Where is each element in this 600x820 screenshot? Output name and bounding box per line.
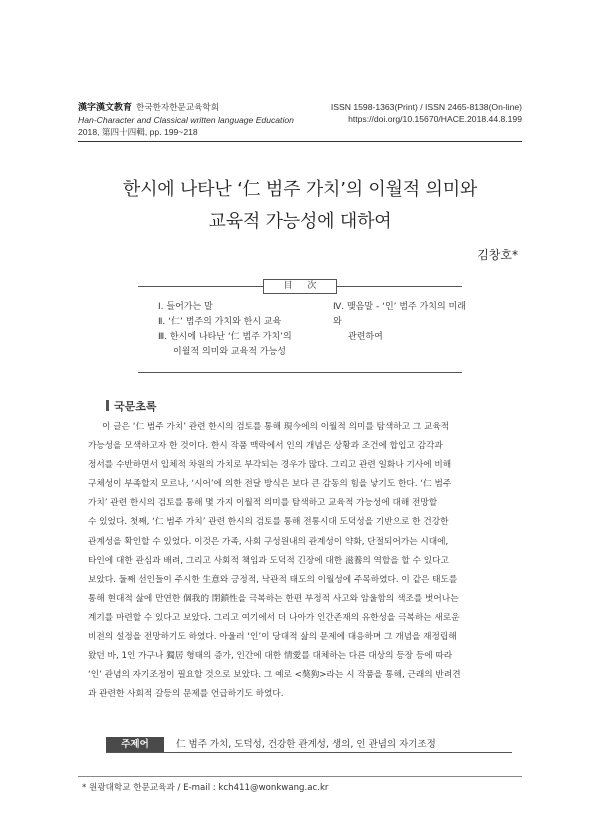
abstract-line: 수 있었다. 첫째, ‘仁 범주 가치’ 관련 한시의 검토를 통해 전통시대 도덕성을 기반으로 한 건강한 (88, 517, 449, 528)
title-line-1: 한시에 나타난 ‘仁 범주 가치’의 이월적 의미와 (122, 179, 478, 200)
keywords-text: 仁 범주 가치, 도덕성, 건강한 관계성, 생의, 인 관념의 자기조정 (176, 739, 436, 750)
paper-title (78, 174, 522, 238)
abstract-line: 가능성을 모색하고자 한 것이다. 한시 작품 맥락에서 인의 개념은 상황과 조건에 합입고 감각과 (88, 441, 443, 452)
keywords-label: 주제어 (106, 737, 164, 752)
toc-item: Ⅳ. 맺음말 - ‘인’ 범주 가치의 미래와 관련하여 (333, 302, 466, 342)
toc-right-column (333, 300, 473, 345)
author-footnote: * 원광대학교 한문교육과 / E-mail : kch411@wonkwang.ac.kr (82, 783, 329, 793)
abstract-body (88, 418, 512, 704)
heading-bar-icon (106, 400, 109, 411)
toc-left-column (158, 300, 318, 360)
header-rule (78, 141, 522, 142)
abstract-heading: 국문초록 (106, 398, 157, 414)
toc-heading: 目 次 (263, 279, 337, 294)
abstract-line: 구체성이 부족할지 모르나, ‘시어’에 의한 전달 방식은 보다 큰 감동의 힘을 낳기도 한다. ‘仁 범주 (88, 479, 452, 490)
toc-item: Ⅱ. ‘仁’ 범주의 가치와 한시 교육 (158, 317, 282, 327)
abstract-line: 가치’ 관련 한시의 검토를 통해 몇 가지 이월적 의미를 탐색하고 교육적 가능성에 대해 전망할 (88, 498, 438, 509)
publication-info (262, 101, 522, 125)
toc-item: Ⅲ. 한시에 나타난 ‘仁 범주 가치’의 이월적 의미와 교육적 가능성 (158, 332, 292, 357)
title-line-2: 교육적 가능성에 대하여 (208, 211, 392, 232)
journal-english-name: Han-Character and Classical written language Education (78, 115, 294, 125)
keywords-rule (106, 752, 512, 753)
abstract-line: 왔던 바, 1인 가구나 獨居 형태의 증가, 인간에 대한 情愛를 대체하는 다른 대상의 등장 등에 따라 (88, 651, 453, 662)
abstract-line: 타인에 대한 관심과 배려, 그리고 사회적 책임과 도덕적 긴장에 대한 滋養의 역할을 할 수 있다고 (88, 555, 449, 566)
footnote-rule (78, 776, 522, 777)
doi-link[interactable]: https://doi.org/10.15670/HACE.2018.44.8.199 (348, 114, 522, 124)
toc-bottom-rule (138, 372, 462, 373)
toc-item: Ⅰ. 들어가는 말 (158, 302, 213, 312)
journal-name: 漢字漢文教育 (78, 103, 133, 113)
author-name: 김창호* (477, 248, 518, 262)
abstract-line: 관계성을 확인할 수 있었다. 이것은 가족, 사회 구성원내의 관계성이 약화, 단절되어가는 시대에, (88, 536, 449, 547)
volume-pages: 2018, 第四十四輯, pp. 199~218 (78, 127, 198, 137)
issn: ISSN 1598-1363(Print) / ISSN 2465-8138(On-line) (330, 102, 522, 112)
abstract-line: 이 글은 ‘仁 범주 가치’ 관련 한시의 검토를 통해 現今에의 이월적 의미를 탐색하고 그 교육적 (102, 422, 450, 432)
abstract-line: 비전의 설정을 전망하기도 하였다. 아울러 ‘인’이 당대적 삶의 문제에 대응하며 그 개념을 재정립해 (88, 632, 457, 643)
abstract-line: 통해 현대적 삶에 만연한 個我的 閉鎖性을 극복하는 한편 부정적 사고와 암울함의 색조를 벗어나는 (88, 593, 459, 604)
abstract-line: 계기를 마련할 수 있다고 보았다. 그리고 여기에서 더 나아가 인간존재의 유한성을 극복하는 새로운 (88, 612, 460, 623)
abstract-line: 정서를 수반하면서 입체적 차원의 가치로 부각되는 경우가 많다. 그리고 관련 일화나 기사에 비해 (88, 460, 452, 471)
abstract-line: ‘인’ 관념의 자기조정이 필요할 것으로 보았다. 그 예로 <獒狗>라는 시 작품을 통해, 근래의 반려견 (88, 670, 461, 681)
abstract-line: 보았다. 둘째 선인들이 주시한 生意와 긍정적, 낙관적 태도의 이월성에 주목하였다. 이 같은 태도를 (88, 574, 458, 585)
abstract-line: 과 관련한 사회적 갈등의 문제를 언급하기도 하였다. (88, 689, 284, 700)
society-name: 한국한자한문교육학회 (136, 102, 220, 112)
